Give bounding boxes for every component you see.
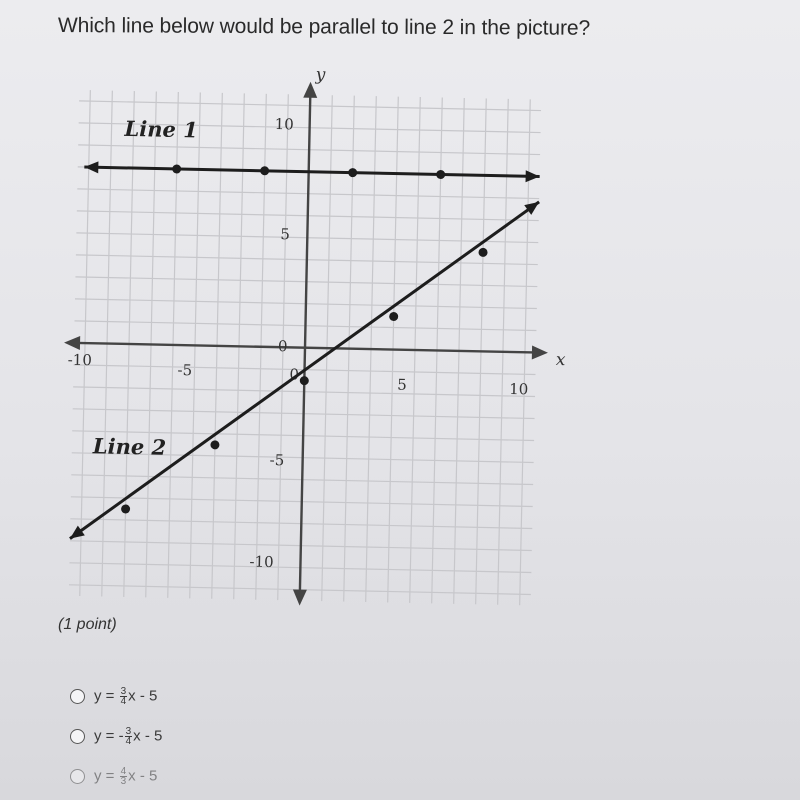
option-1-suffix: x - 5 (128, 686, 158, 704)
y-axis (300, 90, 311, 598)
y-axis-label: y (315, 64, 326, 86)
option-3-numerator: 4 (120, 765, 127, 777)
line-2-arrowhead (70, 525, 85, 539)
x-axis-label: x (555, 349, 566, 371)
x-tick-5: 5 (397, 375, 407, 394)
line-2-point (210, 440, 219, 449)
option-1-numerator: 3 (120, 685, 127, 697)
line-2-arrowhead (524, 202, 539, 216)
y-tick-neg5: -5 (269, 450, 285, 470)
option-3-fraction (120, 767, 128, 786)
option-2-prefix: y = - (94, 726, 124, 744)
line-2-point (478, 248, 487, 257)
option-2-suffix: x - 5 (133, 726, 163, 744)
line-2 (67, 192, 539, 548)
option-1-denominator: 4 (120, 695, 127, 707)
line-2-point (300, 376, 309, 385)
graph-figure (44, 62, 596, 633)
x-tick-0: 0 (289, 365, 300, 384)
radio-button-2[interactable] (70, 729, 85, 744)
question-text: Which line below would be parallel to line 2 in the picture? (57, 14, 591, 40)
line-1-point (260, 166, 269, 175)
option-1-text (94, 687, 157, 706)
option-3-prefix: y = (94, 766, 119, 784)
line-1-point (436, 170, 445, 179)
line-1-point (348, 168, 357, 177)
option-2-fraction (125, 727, 133, 746)
line-2-point (389, 312, 398, 321)
y-tick-0: 0 (277, 337, 288, 356)
points-label: (1 point) (58, 616, 117, 633)
y-tick-neg10: -10 (249, 552, 274, 572)
x-tick-10: 10 (508, 379, 529, 399)
line-1-point (172, 164, 181, 173)
x-tick-neg10: -10 (67, 350, 93, 370)
option-3-suffix: x - 5 (128, 766, 158, 784)
line-1-label: Line 1 (124, 115, 199, 143)
answer-options (70, 676, 162, 796)
line-1-arrowhead (84, 161, 98, 173)
line-1-arrowhead (526, 170, 540, 182)
x-axis-arrow-right (532, 345, 548, 359)
option-1-fraction (120, 687, 128, 706)
coordinate-graph (44, 62, 596, 633)
line-1 (84, 167, 539, 177)
radio-button-1[interactable] (70, 689, 85, 704)
line-2-point (121, 504, 130, 513)
option-1-prefix: y = (94, 686, 119, 704)
line-2-label: Line 2 (92, 433, 167, 460)
radio-button-3[interactable] (70, 769, 85, 784)
y-tick-5: 5 (280, 225, 291, 244)
option-2-denominator: 4 (125, 735, 132, 747)
y-axis-arrow-down (293, 589, 307, 605)
y-tick-10: 10 (274, 115, 294, 134)
option-1[interactable] (70, 676, 162, 716)
x-tick-neg5: -5 (177, 361, 193, 380)
option-3-text (94, 767, 157, 786)
option-3-denominator: 3 (120, 775, 127, 787)
option-3[interactable] (70, 756, 162, 796)
option-2-numerator: 3 (125, 725, 132, 737)
option-2-text (94, 727, 162, 746)
option-2[interactable] (70, 716, 162, 756)
x-axis-arrow-left (64, 336, 80, 350)
